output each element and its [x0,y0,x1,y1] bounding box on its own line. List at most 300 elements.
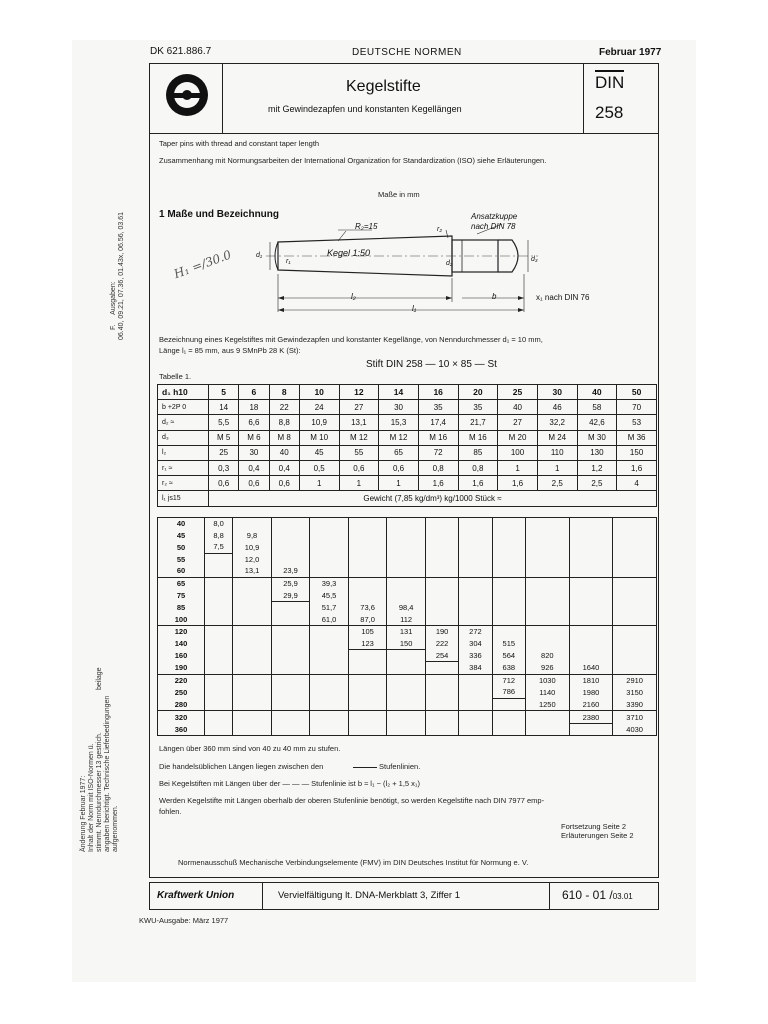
table-row [158,674,657,686]
weight-cell [233,711,272,724]
weight-cell [271,637,310,649]
weight-cell: 3710 [613,711,657,724]
footer-divider-2 [549,882,550,910]
weight-cell: 254 [425,650,458,662]
weight-cell: 272 [459,625,492,637]
weight-cell [348,553,387,565]
weight-cell [310,553,349,565]
weight-cell [310,674,349,686]
weight-cell [387,565,426,577]
weight-cell: 39,3 [310,577,349,589]
weight-cell [205,637,233,649]
table-row [158,577,657,589]
table-row [158,686,657,698]
weight-cell: 105 [348,625,387,637]
weight-cell [310,686,349,698]
radius-label: R₂=15 [355,222,378,231]
weight-cell: 8,0 [205,518,233,530]
weight-cell [492,541,525,553]
table-row [158,698,657,711]
weight-cell [525,601,569,613]
weight-cell: 712 [492,674,525,686]
weight-cell [425,577,458,589]
weight-cell: 190 [425,625,458,637]
weight-cell: 1140 [525,686,569,698]
weight-cell [569,577,613,589]
weight-cell [569,553,613,565]
table-row [158,723,657,736]
document-title: Kegelstifte [346,78,421,95]
weight-cell [387,553,426,565]
weight-cell [569,613,613,625]
weight-cell [205,565,233,577]
weight-cell: 10,9 [233,541,272,553]
weight-cell: 29,9 [271,589,310,601]
weight-cell [271,674,310,686]
weight-cell [310,637,349,649]
weight-cell [271,711,310,724]
iso-note: Zusammenhang mit Normungsarbeiten der International Organization for Standardization (ISO) siehe Erläuterungen. [159,156,547,165]
weight-cell [348,565,387,577]
document-subtitle: mit Gewindezapfen und konstanten Kegellängen [268,104,462,114]
weight-cell: 61,0 [310,613,349,625]
weight-cell [525,541,569,553]
weight-cell: 820 [525,650,569,662]
weight-cell: 2380 [569,711,613,724]
weight-cell [271,541,310,553]
weight-cell [271,698,310,711]
weight-cell [348,518,387,530]
weight-cell [348,711,387,724]
weight-cell [459,577,492,589]
company-logo: Kraftwerk Union [157,890,235,901]
table-row [158,625,657,637]
weight-cell: 384 [459,662,492,675]
weight-cell: 25,9 [271,577,310,589]
weight-cell [459,698,492,711]
form-code: 610 - 01 /03.01 [562,888,633,902]
weight-cell [492,698,525,711]
weight-cell [492,565,525,577]
din-divider [583,63,584,133]
weight-cell: 564 [492,650,525,662]
weight-cell [233,613,272,625]
weight-cell [348,530,387,542]
margin-change-3: stimmt. Nenndurchmesser 13 gestrich. [96,732,103,852]
weight-cell [271,625,310,637]
weight-cell: 515 [492,637,525,649]
weight-cell [613,518,657,530]
r2-dim: r₂ [437,226,443,233]
weight-cell [525,711,569,724]
weight-cell [525,625,569,637]
weight-cell: 304 [459,637,492,649]
kwu-edition: KWU-Ausgabe: März 1977 [139,916,229,925]
weight-cell [425,530,458,542]
weight-cell [387,541,426,553]
weight-cell [425,662,458,675]
ansatz-label-2: nach DIN 78 [471,222,516,231]
weight-cell [459,711,492,724]
size-header: 16 [418,385,458,400]
length-cell: 250 [158,686,205,698]
weight-cell: 638 [492,662,525,675]
weight-cell [233,589,272,601]
din-number: 258 [595,103,624,122]
d3-dim: d₃ [531,256,538,263]
weight-cell [492,553,525,565]
weight-cell [525,565,569,577]
weight-cell [569,530,613,542]
margin-change-5: aufgenommen. [112,805,119,852]
length-cell: 280 [158,698,205,711]
note-din7977-a: Werden Kegelstifte mit Längen oberhalb der oberen Stufenlinie benötigt, so werden Kegelstifte nach DIN 7977 emp- [159,796,545,805]
weight-cell [271,723,310,736]
weight-cell: 87,0 [348,613,387,625]
size-header: 40 [577,385,617,400]
weight-cell [348,662,387,675]
weight-cell [271,530,310,542]
designation-line-1: Bezeichnung eines Kegelstiftes mit Gewindezapfen und konstanter Kegellänge, von Nenndurchmesser d₁ = 10 mm, [159,335,543,344]
weight-cell: 73,6 [348,601,387,613]
logo-divider [222,63,223,133]
size-header: 14 [379,385,419,400]
dk-number: DK 621.886.7 [150,46,212,57]
handwritten-note: H₁ =/30.0 [172,247,234,282]
weight-cell [613,601,657,613]
committee-note: Normenausschuß Mechanische Verbindungselemente (FMV) im DIN Deutsches Institut für Normung e. V. [178,858,529,867]
weight-cell [205,686,233,698]
weight-cell [233,577,272,589]
size-header: 50 [617,385,657,400]
weight-cell: 98,4 [387,601,426,613]
weight-cell: 23,9 [271,565,310,577]
deutsche-normen-label: DEUTSCHE NORMEN [352,47,462,58]
length-cell: 45 [158,530,205,542]
weight-cell [613,650,657,662]
weight-cell [613,637,657,649]
weight-cell [233,674,272,686]
weight-cell [492,577,525,589]
weight-cell [310,541,349,553]
size-header: 6 [239,385,269,400]
weight-cell: 336 [459,650,492,662]
weight-cell [425,686,458,698]
weight-cell [525,577,569,589]
length-cell: 140 [158,637,205,649]
weight-cell [425,613,458,625]
weight-header: Gewicht (7,85 kg/dm³) kg/1000 Stück ≈ [209,491,657,506]
note-din7977-b: fohlen. [159,807,182,816]
weight-cell [348,589,387,601]
weight-cell [271,613,310,625]
weight-cell [613,541,657,553]
length-cell: 100 [158,613,205,625]
weight-cell [233,650,272,662]
explanations-page: Erläuterungen Seite 2 [561,831,634,840]
weight-cell [459,723,492,736]
weight-cell [348,723,387,736]
weight-cell [387,662,426,675]
weight-cell [233,723,272,736]
weight-cell [233,662,272,675]
weight-cell [310,530,349,542]
d1-dim: d₁ [256,252,263,259]
weight-cell [569,650,613,662]
table-row [158,662,657,675]
weight-cell [205,674,233,686]
weight-cell [271,553,310,565]
weight-cell [569,601,613,613]
weight-cell [310,662,349,675]
weight-cell [525,613,569,625]
b-dim: b [492,292,497,301]
size-header: 12 [339,385,379,400]
weight-cell [459,601,492,613]
weight-cell [310,698,349,711]
size-header: 10 [299,385,339,400]
table-row [158,530,657,542]
weight-cell [387,686,426,698]
table-row: d₃ M 5 M 6 M 8 M 10 M 12 M 12 M 16 M 16 M 20 M 24 M 30 M 36 [158,430,657,445]
table-header-d1: d₁ h10 [158,385,209,400]
weight-cell [310,650,349,662]
weight-cell [205,625,233,637]
weight-cell [459,686,492,698]
size-header: 5 [209,385,239,400]
weight-cell [459,553,492,565]
taper-pin-drawing [262,212,582,322]
weight-cell [348,674,387,686]
weight-cell [425,601,458,613]
length-cell: 65 [158,577,205,589]
table-row [158,565,657,577]
weight-cell: 8,8 [205,530,233,542]
weight-cell [205,698,233,711]
margin-change-4: angaben berichtigt. Technische Lieferbedingungen [104,695,111,852]
note-lengths: Längen über 360 mm sind von 40 zu 40 mm zu stufen. [159,744,341,753]
weight-cell [205,723,233,736]
weight-cell [348,686,387,698]
din-logo-icon [165,73,209,117]
length-cell: 50 [158,541,205,553]
size-header: 25 [498,385,538,400]
weight-cell [348,577,387,589]
margin-beilage: beilage [96,667,103,690]
weight-cell: 2910 [613,674,657,686]
weight-cell [387,577,426,589]
weight-cell [613,565,657,577]
copy-note: Vervielfältigung lt. DNA-Merkblatt 3, Ziffer 1 [278,890,460,901]
weight-cell [310,625,349,637]
note-commercial-a: Die handelsüblichen Längen liegen zwischen den [159,762,324,771]
weight-cell: 222 [425,637,458,649]
weight-cell: 1810 [569,674,613,686]
weight-cell [310,565,349,577]
d2-dim: d₂ [446,260,453,267]
table-row: d₂ ≈ 5,5 6,6 8,8 10,9 13,1 15,3 17,4 21,7 27 32,2 42,6 53 [158,415,657,430]
weight-cell [271,601,310,613]
step-line-legend [353,767,377,768]
english-title: Taper pins with thread and constant taper length [159,139,320,148]
table-row: r₂ ≈ 0,6 0,6 0,6 1 1 1 1,6 1,6 1,6 2,5 2,5 4 [158,476,657,491]
weight-cell [525,518,569,530]
weight-cell [425,518,458,530]
weight-cell [205,577,233,589]
table-row [158,637,657,649]
table-row [158,601,657,613]
weight-cell [492,589,525,601]
weight-cell [613,613,657,625]
weight-cell: 1980 [569,686,613,698]
weight-cell [569,565,613,577]
weight-cell: 7,5 [205,541,233,553]
weight-cell [425,541,458,553]
weight-cell: 51,7 [310,601,349,613]
weight-cell [233,625,272,637]
weight-cell [387,698,426,711]
weight-cell [205,589,233,601]
weight-cell [310,518,349,530]
weight-cell [348,650,387,662]
weight-cell: 3390 [613,698,657,711]
table-row: r₁ ≈ 0,3 0,4 0,4 0,5 0,6 0,6 0,8 0,8 1 1 1,2 1,6 [158,460,657,475]
weight-cell [459,518,492,530]
table-row [158,589,657,601]
ansatz-label-1: Ansatzkuppe [471,212,518,221]
weight-cell [387,589,426,601]
margin-ausgaben: F. Ausgaben: [110,281,117,330]
l1-dim: l₁ [412,304,417,313]
weight-cell: 926 [525,662,569,675]
weight-cell: 786 [492,686,525,698]
weight-cell [525,637,569,649]
weight-cell [525,553,569,565]
weight-cell [459,589,492,601]
weight-cell [271,686,310,698]
weight-cell [492,518,525,530]
weight-cell [492,613,525,625]
weight-cell [525,530,569,542]
weight-cell [459,530,492,542]
din-label: DIN [595,70,624,93]
weight-cell [387,518,426,530]
weight-table [157,517,657,736]
table-row [158,553,657,565]
weight-cell [348,541,387,553]
weight-cell [233,518,272,530]
weight-cell [459,674,492,686]
weight-cell [205,662,233,675]
weight-cell [205,650,233,662]
weight-cell [613,577,657,589]
weight-cell: 45,5 [310,589,349,601]
weight-cell [205,601,233,613]
weight-cell [459,541,492,553]
length-cell: 75 [158,589,205,601]
note-commercial-b: Stufenlinien. [379,762,421,771]
weight-cell [310,711,349,724]
weight-cell: 1030 [525,674,569,686]
length-cell: 55 [158,553,205,565]
weight-cell [492,625,525,637]
length-cell: 120 [158,625,205,637]
size-header: 20 [458,385,498,400]
taper-label: Kegel 1:50 [327,248,371,258]
table-label: Tabelle 1. [159,372,192,381]
weight-cell [425,565,458,577]
length-cell: 190 [158,662,205,675]
weight-cell [271,650,310,662]
weight-cell [613,553,657,565]
weight-cell: 12,0 [233,553,272,565]
weight-cell: 2160 [569,698,613,711]
weight-cell [613,530,657,542]
margin-change-1: Änderung Februar 1977: [80,775,87,852]
weight-cell [233,637,272,649]
weight-cell [425,674,458,686]
weight-cell: 13,1 [233,565,272,577]
weight-cell [387,650,426,662]
weight-cell [233,601,272,613]
weight-cell [205,613,233,625]
table-row [158,613,657,625]
weight-cell [387,723,426,736]
weight-cell [387,530,426,542]
table-row: l₂ 25 30 40 45 55 65 72 85 100 110 130 150 [158,445,657,460]
weight-cell [205,553,233,565]
weight-cell [492,723,525,736]
l2-dim: l₂ [351,292,356,301]
weight-cell [569,589,613,601]
weight-cell [425,698,458,711]
weight-cell [387,674,426,686]
weight-cell [569,637,613,649]
weight-cell [492,530,525,542]
weight-cell [569,625,613,637]
weight-cell [425,589,458,601]
weight-cell [271,518,310,530]
weight-cell: 1250 [525,698,569,711]
weight-cell: 3150 [613,686,657,698]
weight-cell [205,711,233,724]
weight-cell [613,625,657,637]
designation-line-2: Länge l₁ = 85 mm, aus 9 SMnPb 28 K (St): [159,346,301,355]
length-cell: 40 [158,518,205,530]
table-row: b +2P 0 14 18 22 24 27 30 35 35 40 46 58 70 [158,400,657,415]
length-cell: 85 [158,601,205,613]
table-row [158,650,657,662]
weight-cell [492,601,525,613]
dimension-table [157,384,657,507]
length-cell: 220 [158,674,205,686]
weight-cell [271,662,310,675]
designation-example: Stift DIN 258 — 10 × 85 — St [366,359,497,370]
continued-page: Fortsetzung Seite 2 [561,822,627,831]
issue-date: Februar 1977 [599,47,662,58]
weight-cell [425,711,458,724]
weight-cell [233,686,272,698]
weight-cell: 150 [387,637,426,649]
weight-cell [613,662,657,675]
units-note: Maße in mm [378,190,420,199]
length-cell: 320 [158,711,205,724]
note-formula: Bei Kegelstiften mit Längen über der — — — Stufenlinie ist b ≈ l₁ − (l₂ + 1,5 x₁) [159,779,420,788]
weight-cell [459,565,492,577]
weight-cell [348,698,387,711]
weight-cell: 9,8 [233,530,272,542]
title-divider [149,133,659,134]
